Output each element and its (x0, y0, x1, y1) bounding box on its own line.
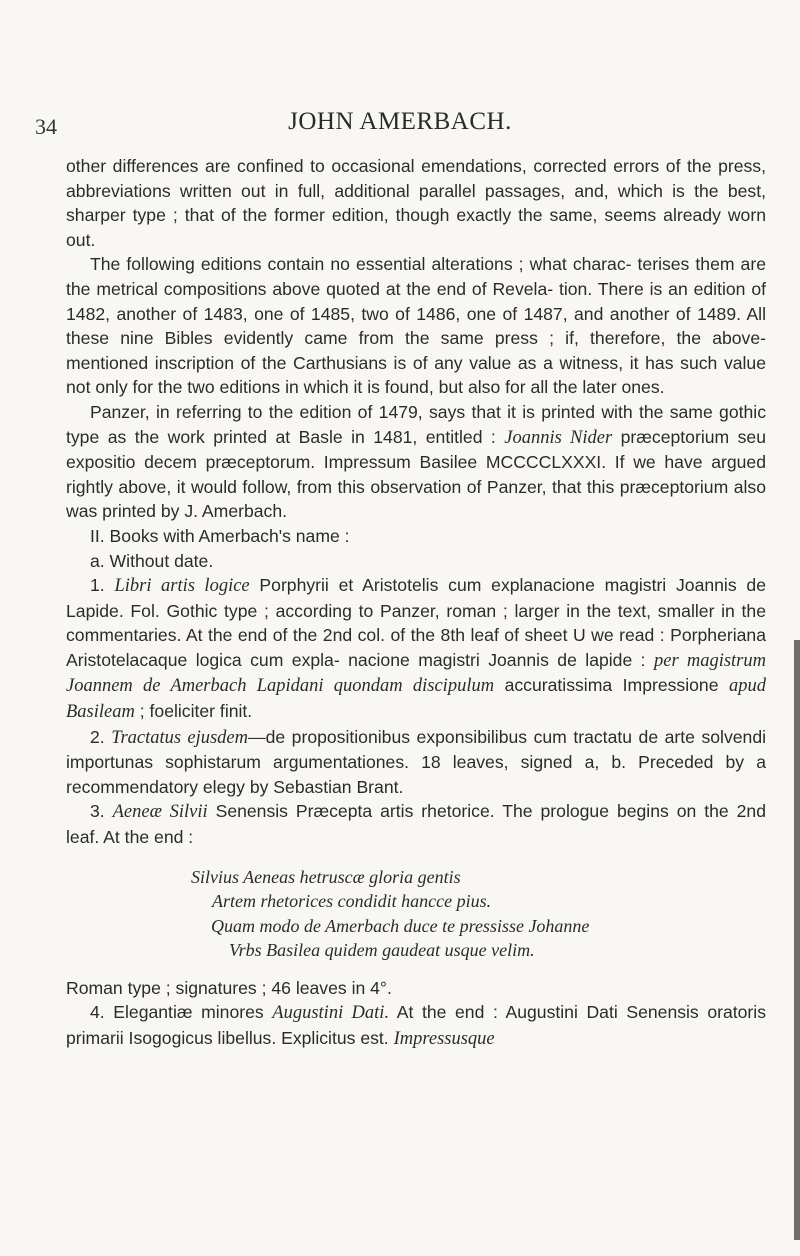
entry-3-number: 3. (90, 801, 113, 822)
entry-1-text-b: accuratissima Impressione (494, 675, 729, 696)
entry-1-text-c: ; foeliciter finit. (134, 701, 253, 722)
paragraph-1: other differences are confined to occasional emendations, corrected errors of the press, abbreviations written out in full, additional parallel passages, and, which is the best, sharper type ; that of the former edition, though exactly the same, seems already worn out. (66, 156, 766, 250)
section-heading-books: II. Books with Amerbach's name : (90, 525, 350, 546)
page-body (66, 154, 766, 1051)
entry-4-text-b: At the end : Augustini Dati Senensis oratoris primarii Isogogicus libellus. Explicitus est. (66, 1002, 766, 1048)
poem-line-2: Artem rhetorices condidit hancce pius. (212, 891, 492, 912)
colophon-poem (66, 865, 766, 963)
entry-2-text: —de propositionibus exponsibilibus cum tractatu de arte solvendi importunas sophistarum argumentationes. 18 leaves, signed a, b. Preceded by a recommendatory elegy by Sebastian Brant. (66, 726, 767, 797)
page-edge-shadow (794, 640, 800, 1240)
entry-2 (66, 725, 766, 800)
paragraph-roman-type: Roman type ; signatures ; 46 leaves in 4°. (66, 977, 392, 998)
entry-1-text-a: Porphyrii et Aristotelis cum explanacione magistri Joannis de Lapide. Fol. Gothic type ; according to Panzer, roman ; larger in the text, smaller in the commentaries. At the end of the 2nd col. of the 8th leaf of sheet U we read : Porpheriana Aristotelacaque logica cum expla- nacione magistri Joannis de lapide : (66, 575, 766, 670)
entry-3-title: Aeneæ Silvii (112, 802, 208, 823)
entry-2-number: 2. (90, 726, 112, 747)
poem-line-4: Vrbs Basilea quidem gaudeat usque velim. (229, 940, 535, 961)
page-number: 34 (35, 114, 57, 139)
entry-1 (66, 573, 766, 725)
entry-4-author: Augustini Dati. (272, 1003, 390, 1024)
entry-1-number: 1. (90, 575, 115, 596)
entry-1-italic-b: apud Basileam (66, 676, 766, 723)
paragraph-2: The following editions contain no essential alterations ; what charac- terises them are the metrical compositions above quoted at the end of Revela- tion. There is an edition of 1482, another of 1483, one of 1485, two of 1486, one of 1487, and another of 1489. All these nine Bibles evidently came from the same press ; if, therefore, the above-mentioned inscription of the Carthusians is of any value as a witness, it has such value not only for the two editions in which it is found, but also for all the later ones. (66, 254, 766, 398)
running-head: JOHN AMERBACH. (288, 108, 512, 135)
entry-1-title: Libri artis logice (114, 576, 250, 597)
entry-4-text-a: 4. Elegantiæ minores (90, 1002, 273, 1023)
entry-1-italic-a: per magistrum Joannem de Amerbach Lapidani quondam discipulum (66, 650, 766, 697)
subsection-without-date: a. Without date. (90, 550, 214, 571)
poem-line-3: Quam modo de Amerbach duce te pressisse Johanne (211, 915, 590, 936)
entry-3 (66, 799, 766, 849)
entry-4 (66, 1000, 766, 1051)
paragraph-3 (66, 400, 766, 524)
entry-4-italic: Impressusque (393, 1028, 495, 1049)
entry-2-title: Tractatus ejusdem (111, 727, 248, 748)
paragraph-3-italic: Joannis Nider (504, 427, 613, 448)
paragraph-3-text-b: præceptorium seu expositio decem præceptorum. Impressum Basilee MCCCCLXXXI. If we have argued rightly above, it would follow, from this observation of Panzer, that this præceptorium also was printed by J. Amerbach. (66, 426, 766, 522)
paragraph-3-text-a: Panzer, in referring to the edition of 1479, says that it is printed with the same gothic type as the work printed at Basle in 1481, entitled : (66, 401, 766, 447)
poem-line-1: Silvius Aeneas hetruscæ gloria gentis (191, 866, 461, 887)
entry-3-text: Senensis Præcepta artis rhetorice. The prologue begins on the 2nd leaf. At the end : (66, 801, 766, 848)
